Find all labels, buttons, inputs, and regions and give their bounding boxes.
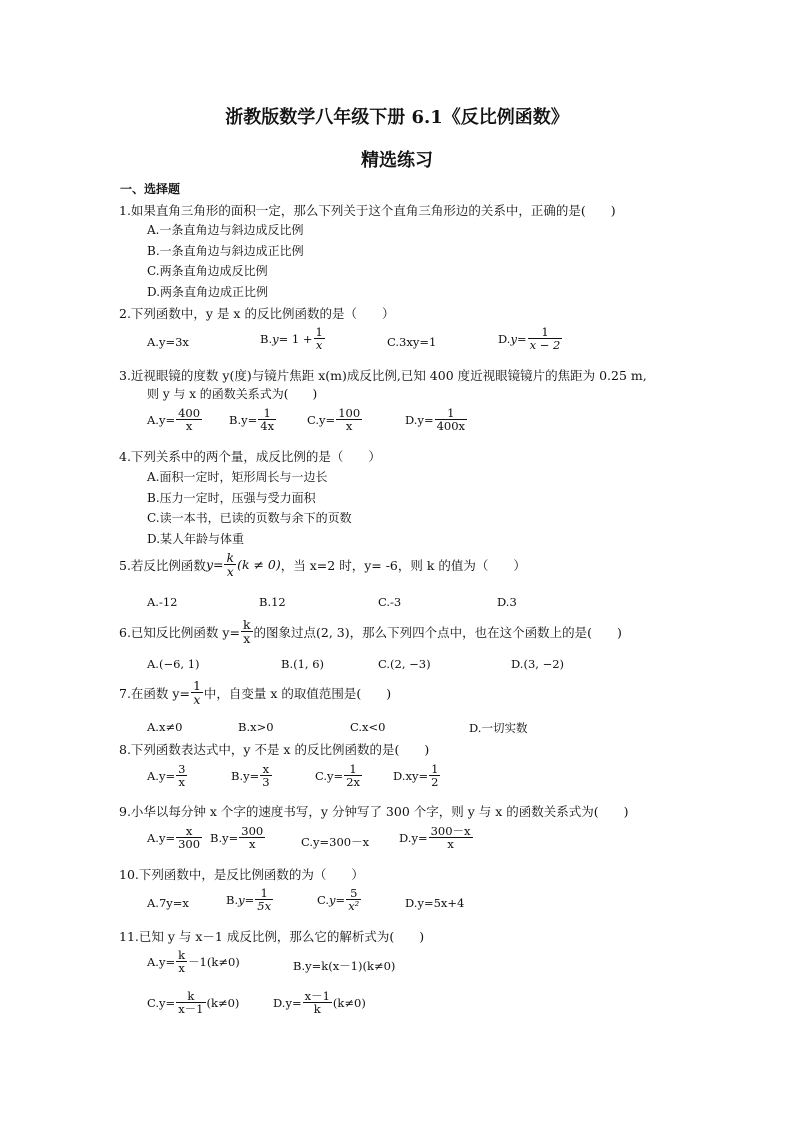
question-5: 5.若反比例函数y= $\frac{k}{x}$ (k ≠ 0)，当 x=2 时，y= -6，则 k 的值为（ ） <box>119 550 526 580</box>
q9-option-b: B.y= $\frac{300}{x}$ <box>210 824 264 852</box>
fraction: $\frac{x}{300}$ <box>178 824 201 852</box>
fraction: $\frac{1}{2x}$ <box>346 762 360 790</box>
q3-option-c: C.y= $\frac{100}{x}$ <box>307 406 361 434</box>
q5-option-c: C.-3 <box>378 595 402 609</box>
fraction: $\frac{1}{x - 2}$ <box>529 325 561 353</box>
q7-option-b: B.x>0 <box>238 720 274 734</box>
q8-option-d: D.xy= $\frac{1}{2}$ <box>393 762 439 790</box>
q9-option-d: D.y= $\frac{300-x}{x}$ <box>399 824 471 852</box>
q3-option-a: A.y= $\frac{400}{x}$ <box>147 406 201 434</box>
q4-option-a: A.面积一定时，矩形周长与一边长 <box>147 470 328 484</box>
fraction: $\frac{k}{x-1}$ <box>178 989 204 1017</box>
q1-option-d: D.两条直角边成正比例 <box>147 285 269 299</box>
question-3-line-1: 3.近视眼镜的度数 y(度)与镜片焦距 x(m)成反比例,已知 400 度近视眼镜镜片的焦距为 0.25 m, <box>119 368 647 383</box>
q5-option-d: D.3 <box>497 595 517 609</box>
q2-option-d: D.y= $\frac{1}{x - 2}$ <box>498 325 561 353</box>
page-subtitle: 精选练习 <box>361 150 433 171</box>
fraction: $\frac{x-1}{k}$ <box>304 989 330 1017</box>
q10-option-b: B.y= $\frac{1}{5x}$ <box>226 886 272 914</box>
q5-option-b: B.12 <box>259 595 286 609</box>
question-4: 4.下列关系中的两个量，成反比例的是（ ） <box>119 449 381 464</box>
fraction: $\frac{k}{x}$ <box>242 617 251 647</box>
fraction: $\frac{3}{x}$ <box>178 762 186 790</box>
fraction: $\frac{1}{2}$ <box>431 762 439 790</box>
q6-option-a: A.(−6, 1) <box>147 657 200 671</box>
q6-option-b: B.(1, 6) <box>281 657 325 671</box>
question-7: 7.在函数 y= $\frac{1}{x}$ 中，自变量 x 的取值范围是( ) <box>119 678 392 708</box>
q3-option-d: D.y= $\frac{1}{400x}$ <box>405 406 466 434</box>
fraction: $\frac{1}{4x}$ <box>260 406 275 434</box>
question-6: 6.已知反比例函数 y= $\frac{k}{x}$ 的图象过点(2, 3)，那么下列四个点中，也在这个函数上的是( ) <box>119 617 622 647</box>
q11-option-d: D.y= $\frac{x-1}{k}$ (k≠0) <box>273 989 366 1017</box>
fraction: $\frac{k}{x}$ <box>226 550 235 580</box>
section-heading: 一、选择题 <box>120 182 181 196</box>
fraction: $\frac{100}{x}$ <box>338 406 361 434</box>
fraction: $\frac{1}{x}$ <box>192 678 201 708</box>
q7-option-a: A.x≠0 <box>147 720 183 734</box>
question-1: 1.如果直角三角形的面积一定，那么下列关于这个直角三角形边的关系中，正确的是( ) <box>119 203 616 218</box>
q7-option-c: C.x<0 <box>350 720 386 734</box>
q6-option-c: C.(2, −3) <box>378 657 431 671</box>
question-9: 9.小华以每分钟 x 个字的速度书写，y 分钟写了 300 个字，则 y 与 x 的函数关系式为( ) <box>119 804 629 819</box>
q8-option-c: C.y= $\frac{1}{2x}$ <box>315 762 360 790</box>
page-title: 浙教版数学八年级下册 6.1《反比例函数》 <box>225 107 569 128</box>
q9-option-c: C.y=300－x <box>301 835 370 849</box>
q2-option-c: C.3xy=1 <box>387 335 437 349</box>
fraction: $\frac{1}{x}$ <box>315 325 323 353</box>
question-3-line-2: 则 y 与 x 的函数关系式为( ) <box>147 387 318 401</box>
q6-option-d: D.(3, −2) <box>511 657 565 671</box>
q3-option-b: B.y= $\frac{1}{4x}$ <box>229 406 275 434</box>
fraction: $\frac{300}{x}$ <box>241 824 264 852</box>
q4-option-d: D.某人年龄与体重 <box>147 532 245 546</box>
q9-option-a: A.y= $\frac{x}{300}$ <box>147 824 201 852</box>
fraction: $\frac{5}{\text{x²}}$ <box>348 886 360 914</box>
question-11: 11.已知 y 与 x－1 成反比例，那么它的解析式为( ) <box>119 929 425 944</box>
fraction: $\frac{300-x}{x}$ <box>430 824 471 852</box>
q2-option-b: B.y= 1 + $\frac{1}{x}$ <box>260 325 323 353</box>
q10-option-d: D.y=5x+4 <box>405 896 465 910</box>
q11-option-b: B.y=k(x－1)(k≠0) <box>293 959 396 973</box>
fraction: $\frac{400}{x}$ <box>178 406 201 434</box>
question-10: 10.下列函数中，是反比例函数的为（ ） <box>119 867 364 882</box>
q2-option-a: A.y=3x <box>147 335 189 349</box>
q1-option-b: B.一条直角边与斜边成正比例 <box>147 244 304 258</box>
q8-option-b: B.y= $\frac{x}{3}$ <box>231 762 270 790</box>
q7-option-d: D.一切实数 <box>469 721 528 735</box>
fraction: $\frac{1}{400x}$ <box>436 406 466 434</box>
q1-option-a: A.一条直角边与斜边成反比例 <box>147 223 304 237</box>
q5-option-a: A.-12 <box>147 595 178 609</box>
q10-option-a: A.7y=x <box>147 896 189 910</box>
fraction: $\frac{k}{x}$ <box>178 948 186 976</box>
q11-option-c: C.y= $\frac{k}{x-1}$ (k≠0) <box>147 989 240 1017</box>
q1-option-c: C.两条直角边成反比例 <box>147 264 268 278</box>
question-2: 2.下列函数中，y 是 x 的反比例函数的是（ ） <box>119 306 395 321</box>
fraction: $\frac{x}{3}$ <box>262 762 270 790</box>
question-8: 8.下列函数表达式中，y 不是 x 的反比例函数的是( ) <box>119 742 430 757</box>
q4-option-b: B.压力一定时，压强与受力面积 <box>147 491 316 505</box>
q11-option-a: A.y= $\frac{k}{x}$ －1(k≠0) <box>147 948 240 976</box>
q4-option-c: C.读一本书，已读的页数与余下的页数 <box>147 511 352 525</box>
q10-option-c: C.y= $\frac{5}{\text{x²}}$ <box>317 886 360 914</box>
q8-option-a: A.y= $\frac{3}{x}$ <box>147 762 186 790</box>
fraction: $\frac{1}{5x}$ <box>257 886 272 914</box>
